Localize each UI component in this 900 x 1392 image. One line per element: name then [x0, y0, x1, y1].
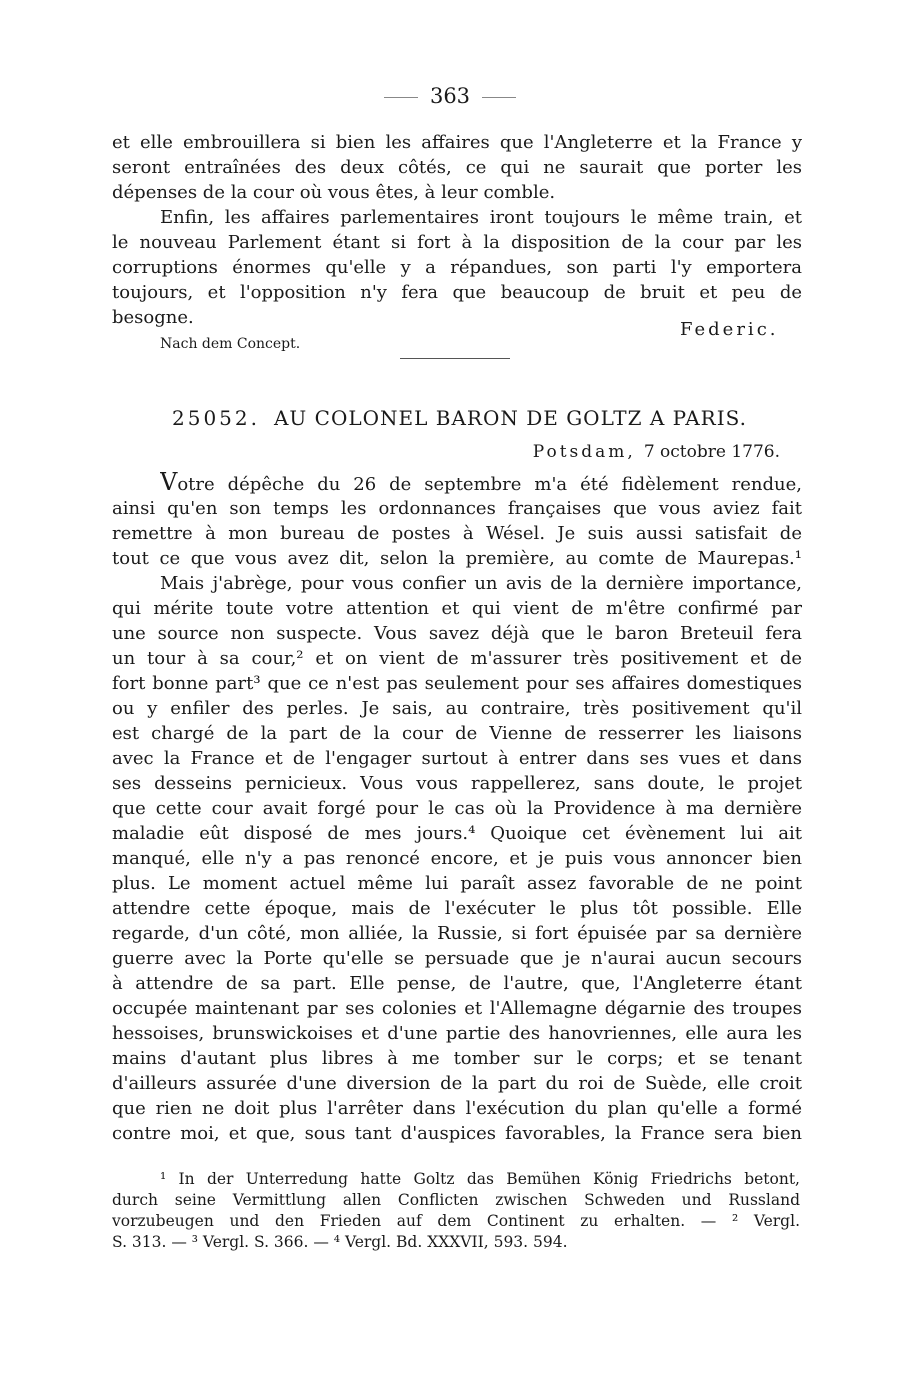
- letter2-line: hessoises, brunswickoises et d'une partie des hanovriennes, elle aura les: [112, 1023, 802, 1044]
- letter2-line: ses desseins pernicieux. Vous vous rappellerez, sans doute, le projet: [112, 773, 802, 794]
- letter2-line: occupée maintenant par ses colonies et l'Allemagne dégarnie des troupes: [112, 998, 802, 1019]
- letter2-line: d'ailleurs assurée d'une diversion de la part du roi de Suède, elle croit: [112, 1073, 802, 1094]
- letter1-line: et elle embrouillera si bien les affaires que l'Angleterre et la France y: [112, 132, 802, 153]
- letter2-line: [160, 470, 802, 497]
- letter2-line: tout ce que vous avez dit, selon la première, au comte de Maurepas.¹: [112, 548, 802, 569]
- letter2-line: remettre à mon bureau de postes à Wésel. Je suis aussi satisfait de: [112, 523, 802, 544]
- dateline: [533, 440, 780, 464]
- letter2-line: à attendre de sa part. Elle pense, de l'autre, que, l'Angleterre étant: [112, 973, 802, 994]
- letter2-line: que rien ne doit plus l'arrêter dans l'exécution du plan qu'elle a formé: [112, 1098, 802, 1119]
- letter2-line: Mais j'abrège, pour vous confier un avis de la dernière importance,: [160, 573, 802, 594]
- letter1-line: seront entraînées des deux côtés, ce qui ne saurait que porter les: [112, 157, 802, 178]
- letter2-line: maladie eût disposé de mes jours.⁴ Quoique cet évènement lui ait: [112, 823, 802, 844]
- letter-heading: [172, 404, 747, 432]
- letter2-line: regarde, d'un côté, mon alliée, la Russie, si fort épuisée par sa dernière: [112, 923, 802, 944]
- letter2-line-text: otre dépêche du 26 de septembre m'a été fidèlement rendue,: [177, 474, 802, 495]
- letter1-line: le nouveau Parlement étant si fort à la disposition de la cour par les: [112, 232, 802, 253]
- letter1-line: Enfin, les affaires parlementaires iront toujours le même train, et: [160, 207, 802, 228]
- letter-number: 25052.: [172, 406, 260, 430]
- letter2-line: un tour à sa cour,² et on vient de m'assurer très positivement et de: [112, 648, 802, 669]
- letter2-line: fort bonne part³ que ce n'est pas seulement pour ses affaires domestiques: [112, 673, 802, 694]
- letter2-line: manqué, elle n'y a pas renoncé encore, et je puis vous annoncer bien: [112, 848, 802, 869]
- header-dash-right: [482, 97, 516, 98]
- letter2-line: guerre avec la Porte qu'elle se persuade que je n'aurai aucun secours: [112, 948, 802, 969]
- footnote-line: vorzubeugen und den Frieden auf dem Continent zu erhalten. — ² Vergl.: [112, 1212, 800, 1230]
- page-header: [0, 82, 900, 110]
- letter2-line: mains d'autant plus libres à me tomber sur le corps; et se tenant: [112, 1048, 802, 1069]
- initial-letter: V: [160, 470, 178, 496]
- dateline-place: Potsdam,: [532, 442, 636, 462]
- letter2-line: contre moi, et que, sous tant d'auspices favorables, la France sera bien: [112, 1123, 802, 1144]
- letter2-line: qui mérite toute votre attention et qui vient de m'être confirmé par: [112, 598, 802, 619]
- dateline-date: 7 octobre 1776.: [643, 442, 780, 462]
- footnote-line: ¹ In der Unterredung hatte Goltz das Bemühen König Friedrichs betont,: [160, 1170, 800, 1188]
- letter2-line: attendre cette époque, mais de l'exécuter le plus tôt possible. Elle: [112, 898, 802, 919]
- letter2-line: est chargé de la part de la cour de Vienne de resserrer les liaisons: [112, 723, 802, 744]
- letter1-line: dépenses de la cour où vous êtes, à leur comble.: [112, 182, 556, 203]
- footnote-line: S. 313. — ³ Vergl. S. 366. — ⁴ Vergl. Bd. XXXVII, 593. 594.: [112, 1233, 568, 1251]
- letter1-line: toujours, et l'opposition n'y fera que beaucoup de bruit et peu de: [112, 282, 802, 303]
- source-note: Nach dem Concept.: [160, 336, 301, 352]
- letter1-line: corruptions énormes qu'elle y a répandues, son parti l'y emportera: [112, 257, 802, 278]
- letter2-line: ou y enfiler des perles. Je sais, au contraire, très positivement qu'il: [112, 698, 802, 719]
- letter-title: AU COLONEL BARON DE GOLTZ A PARIS.: [273, 406, 747, 430]
- letter2-line: plus. Le moment actuel même lui paraît assez favorable de ne point: [112, 873, 802, 894]
- footnote-line: durch seine Vermittlung allen Conflicten zwischen Schweden und Russland: [112, 1191, 800, 1209]
- section-divider: [400, 358, 510, 359]
- header-dash-left: [384, 97, 418, 98]
- letter2-line: avec la France et de l'engager surtout à entrer dans ses vues et dans: [112, 748, 802, 769]
- letter2-line: que cette cour avait forgé pour le cas où la Providence à ma dernière: [112, 798, 802, 819]
- page-number: 363: [429, 84, 471, 108]
- letter2-line: une source non suspecte. Vous savez déjà que le baron Breteuil fera: [112, 623, 802, 644]
- letter1-line: besogne.: [112, 307, 194, 328]
- signature: Federic.: [680, 319, 779, 340]
- letter2-line: ainsi qu'en son temps les ordonnances françaises que vous aviez fait: [112, 498, 802, 519]
